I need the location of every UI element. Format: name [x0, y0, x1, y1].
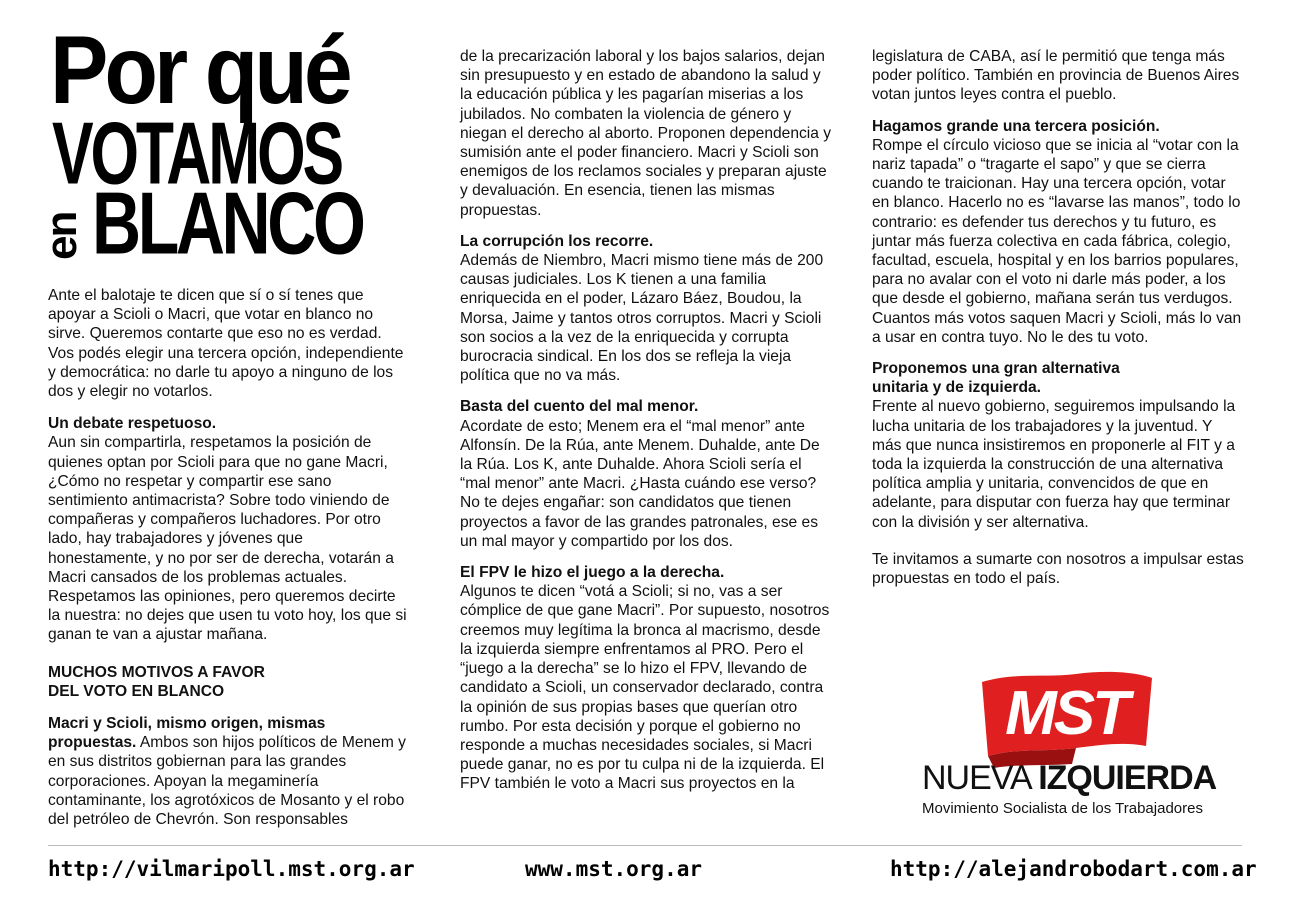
column-1	[48, 286, 408, 837]
headline	[37, 16, 430, 273]
origen-continued: de la precarización laboral y los bajos salarios, dejan sin presupuesto y en estado de abandono la salud y la educación pública y les pagarían miserias a los jubilados. No combaten la violencia de género y niegan el derecho al aborto. Proponen dependencia y sumisión ante el poder financiero. Macri y Scioli son enemigos de los reclamos sociales y preparan ajuste y devaluación. En esencia, tienen las mismas propuestas.	[460, 48, 832, 219]
motivos-heading-line1: MUCHOS MOTIVOS A FAVOR	[48, 663, 265, 681]
headline-line-votamos: VOTAMOS	[52, 104, 342, 203]
fpv-heading: El FPV le hizo el juego a la derecha.	[460, 564, 725, 582]
footer-url-mst[interactable]: www.mst.org.ar	[525, 857, 703, 881]
mst-flag-icon	[976, 668, 1156, 768]
debate-heading: Un debate respetuoso.	[48, 415, 217, 433]
headline-line-por-que: Por qué	[50, 16, 349, 124]
logo-name	[922, 760, 1216, 796]
logo-name-izquierda: IZQUIERDA	[1038, 759, 1217, 797]
tercera-paragraph: Rompe el círculo vicioso que se inicia al “votar con la nariz tapada” o “tragarte el sapo” y que se cierra cuando te traicionan. Hay una tercera opción, votar en blanco. Hacerlo no es “lavarse las manos”, todo lo contrario: es defender tus derechos y tu futuro, es juntar más fuerza colectiva en cada fábrica, colegio, facultad, escuela, hospital y en los barrios populares, para no avalar con el voto ni darle más poder, a los que desde el gobierno, mañana serán tus verdugos. Cuantos más votos saquen Macri y Scioli, más lo van a usar en contra tuyo. No le des tu voto.	[872, 136, 1242, 346]
column-2	[460, 47, 835, 802]
fpv-paragraph: Algunos te dicen “votá a Scioli; si no, vas a ser cómplice de que gane Macri”. Por supuesto, nosotros creemos muy legítima la bronca al macrismo, desde la izquierda siempre enfrentamos al PRO. Pero el “juego a la derecha” se lo hizo el FPV, llevando de candidato a Scioli, un conservador declarado, contra la opinión de sus propias bases que querían otro rumbo. Por esta decisión y porque el gobierno no responde a muchas necesidades sociales, si Macri puede ganar, no es por tu culpa ni de la izquierda. El FPV también le voto a Macri sus proyectos en la	[460, 583, 830, 793]
origen-heading: Macri y Scioli, mismo origen, mismas propuestas.	[48, 715, 326, 752]
footer-divider	[48, 845, 1242, 846]
fpv-continued: legislatura de CABA, así le permitió que tenga más poder político. También en provincia de Buenos Aires votan juntos leyes contra el pueblo.	[872, 48, 1240, 104]
origen-body: Ambos son hijos políticos de Menem y en sus distritos gobiernan para las grandes corporaciones. Apoyan la megaminería contaminante, los agrotóxicos de Mosanto y el robo del petróleo de Chevrón. Son responsables	[48, 734, 406, 829]
corrupcion-heading: La corrupción los recorre.	[460, 232, 654, 250]
headline-line-blanco: BLANCO	[92, 174, 363, 273]
debate-paragraph: Aun sin compartirla, respetamos la posición de quienes optan por Scioli para que no gane Macri, ¿Cómo no respetar y compartir ese sano sentimiento antimacrista? Sobre todo viniendo de compañeras y compañeros luchadores. Por otro lado, hay trabajadores y jóvenes que honestamente, y no por ser de derecha, votarán a Macri cansados de los problemas actuales. Respetamos las opiniones, pero queremos decirte la nuestra: no dejes que usen tu voto hoy, los que si ganan te van a ajustar mañana.	[48, 434, 407, 644]
mst-flag-text: MST	[1005, 679, 1127, 748]
origen-paragraph	[48, 714, 408, 829]
logo-subtitle: Movimiento Socialista de los Trabajadores	[922, 800, 1203, 817]
intro-paragraph: Ante el balotaje te dicen que sí o sí tenes que apoyar a Scioli o Macri, que votar en blanco no sirve. Queremos contarte que eso no es verdad. Vos podés elegir una tercera opción, independiente y democrática: no darle tu apoyo a ninguno de los dos y elegir no votarlos.	[48, 287, 404, 401]
column-3	[872, 47, 1244, 596]
alternativa-heading-line2: unitaria y de izquierda.	[872, 379, 1041, 397]
headline-en-rotated: en	[37, 212, 86, 260]
mal-menor-heading: Basta del cuento del mal menor.	[460, 398, 699, 416]
motivos-heading-line2: DEL VOTO EN BLANCO	[48, 682, 225, 700]
mal-menor-paragraph: Acordate de esto; Menem era el “mal menor” ante Alfonsín. De la Rúa, ante Menem. Duhalde, ante De la Rúa. Los K, ante Duhalde. Ahora Scioli sería el “mal menor” ante Macri. ¿Hasta cuándo ese verso? No te dejes engañar: son candidatos que tienen proyectos a favor de las grandes patronales, ese es un mal mayor y compartido por los dos.	[460, 417, 820, 550]
corrupcion-paragraph: Además de Niembro, Macri mismo tiene más de 200 causas judiciales. Los K tienen a una familia enriquecida en el poder, Lázaro Báez, Boudou, la Morsa, Jaime y tantos otros corruptos. Macri y Scioli son socios a la vez de la enriquecida y corrupta burocracia sindical. En los dos se refleja la vieja política que no va más.	[460, 252, 824, 385]
alternativa-heading-line1: Proponemos una gran alternativa	[872, 360, 1120, 378]
footer-url-bodart[interactable]: http://alejandrobodart.com.ar	[890, 857, 1257, 881]
footer-url-vilmaripoll[interactable]: http://vilmaripoll.mst.org.ar	[48, 857, 415, 881]
tercera-heading: Hagamos grande una tercera posición.	[872, 117, 1160, 135]
invitacion-paragraph: Te invitamos a sumarte con nosotros a impulsar estas propuestas en todo el país.	[872, 550, 1244, 588]
alternativa-paragraph: Frente al nuevo gobierno, seguiremos impulsando la lucha unitaria de los trabajadores y la juventud. Y más que nunca insistiremos en proponerle al FIT y a toda la izquierda la construcción de una alternativa política amplia y unitaria, convencidos de que en adelante, para disputar con fuerza hay que terminar con la división y ser alternativa.	[872, 398, 1236, 531]
mst-logo	[920, 668, 1217, 828]
logo-name-nueva: NUEVA	[922, 759, 1039, 797]
